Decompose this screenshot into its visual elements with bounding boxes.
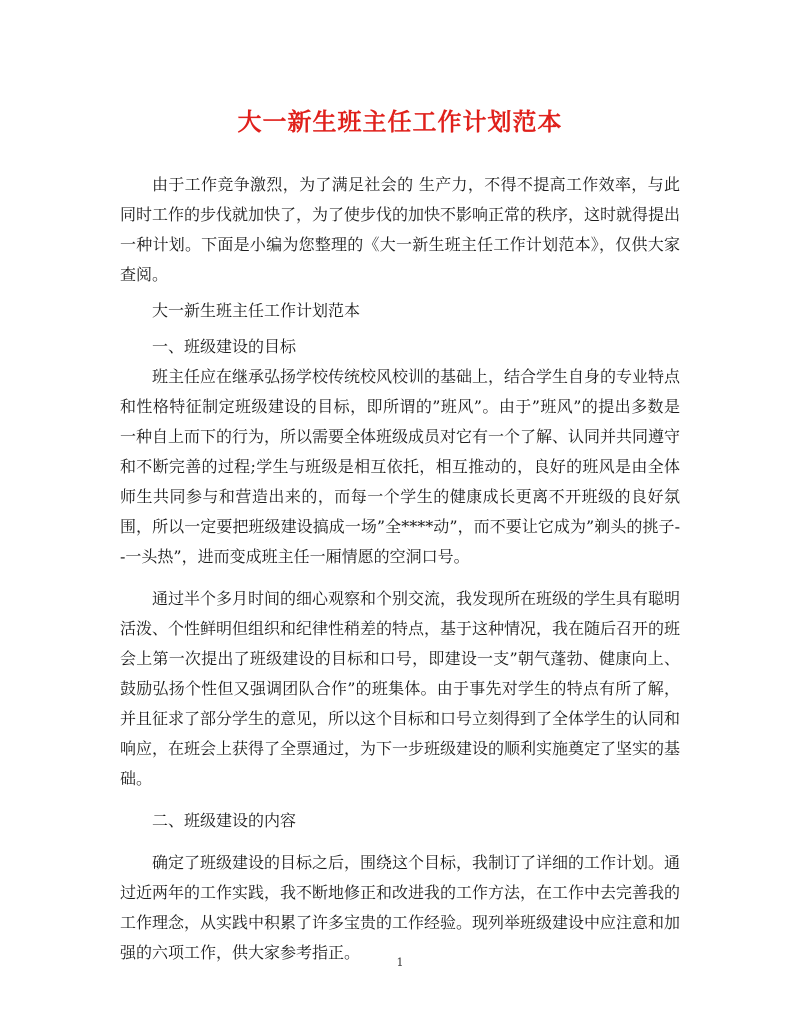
intro-paragraph: 由于工作竞争激烈，为了满足社会的 生产力，不得不提高工作效率，与此同时工作的步伐就加快了，为了使步伐的加快不影响正常的秩序，这时就得提出一种计划。下面是小编为您整理的《大一新生班主任工作计划范本》，仅供大家查阅。 [120,175,681,284]
subtitle-paragraph: 大一新生班主任工作计划范本 [152,301,361,320]
goals-paragraph-1: 班主任应在继承弘扬学校传统校风校训的基础上，结合学生自身的专业特点和性格特征制定班级建设的目标，即所谓的”班风”。由于”班风”的提出多数是一种自上而下的行为，所以需要全体班级成员对它有一个了解、认同并共同遵守和不断完善的过程;学生与班级是相互依托，相互推动的，良好的班风是由全体师生共同参与和营造出来的，而每一个学生的健康成长更离不开班级的良好氛围，所以一定要把班级建设搞成一场”全****动”，而不要让它成为”剃头的挑子--一头热”，进而变成班主任一厢情愿的空洞口号。 [120,367,681,566]
document-title: 大一新生班主任工作计划范本 [237,107,563,136]
section-heading-goals: 一、班级建设的目标 [152,337,297,356]
document-body [120,170,680,968]
section-heading-content: 二、班级建设的内容 [152,811,297,830]
content-paragraph: 确定了班级建设的目标之后，围绕这个目标，我制订了详细的工作计划。通过近两年的工作实践，我不断地修正和改进我的工作方法，在工作中去完善我的工作理念，从实践中积累了许多宝贵的工作经验。现列举班级建设中应注意和加强的六项工作，供大家参考指正。 [120,853,681,962]
page-number: 1 [396,956,404,969]
goals-paragraph-2: 通过半个多月时间的细心观察和个别交流，我发现所在班级的学生具有聪明活泼、个性鲜明但组织和纪律性稍差的特点，基于这种情况，我在随后召开的班会上第一次提出了班级建设的目标和口号，即建设一支”朝气蓬勃、健康向上、鼓励弘扬个性但又强调团队合作”的班集体。由于事先对学生的特点有所了解，并且征求了部分学生的意见，所以这个目标和口号立刻得到了全体学生的认同和响应，在班会上获得了全票通过，为下一步班级建设的顺利实施奠定了坚实的基础。 [120,589,681,788]
